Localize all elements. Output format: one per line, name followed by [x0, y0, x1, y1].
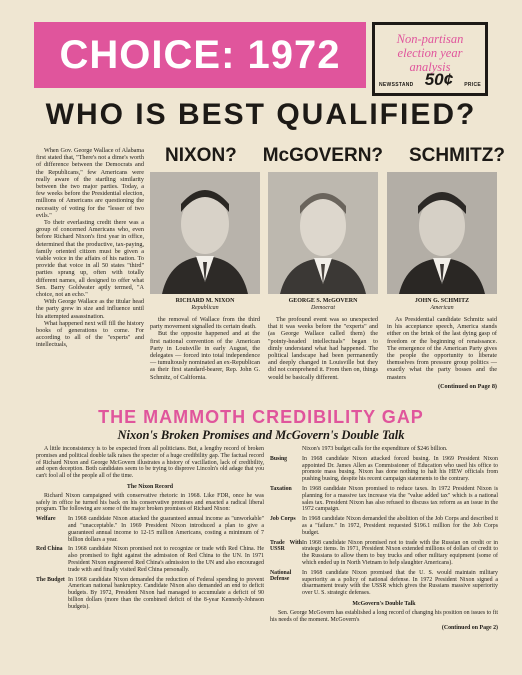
nixon-record-heading: The Nixon Record	[126, 483, 174, 490]
price-label: PRICE	[464, 82, 481, 88]
list-item: Welfare In 1968 candidate Nixon attacked the guaranteed annual income as "unworkable" and "unacceptable." In 1969 President Nixon introduced a plan to give a guaranteed annual income to 12-15 million Americans, costing a minimum of 7 billion dollars a year.	[36, 516, 264, 543]
nixon-record-continued-column: Nixon's 1973 budget calls for the expenditure of $246 billion. Busing In 1968 candidate Nixon attacked forced busing. In 1969 President Nixon appointed Dr. James Allen as Commissioner of Education who used his office to promote mass busing. Nixon has done nothing to halt his HEW officials from pushing busing, despite his recent campaign statements to the contrary. Taxation In 1968 candidate Nixon promised to reduce taxes. In 1972 President Nixon is planning for a massive tax increase via the "value added tax" which is a national sales tax. President Nixon has also refused to discuss tax reform as an issue in the 1972 campaign. Job Corps In 1968 candidate Nixon demanded the abolition of the Job Corps and described it as a "failure." In 1972, President requested $196.1 million for the Job Corps budget. Trade With USSR In 1968 candidate Nixon promised not to trade with the Russian on credit or in strategic items. In 1971, President Nixon extended millions of dollars of credit to the Russians to allow them to buy trucks and other military equipment (some of which ended up in North Vietnam to help slaughter Americans). National Defense In 1968 candidate Nixon promised that the U. S. would maintain military superiority as a policy of national defense. In 1972 President Nixon signed a disarmament treaty with the USSR which gives the Russians massive superiority over U. S. strategic defenses. McGovern's Double Talk Sen. George McGovern has established a long record of changing his position on issues to fit his needs of the moment. McGovern's (Continued on Page 2)	[270, 446, 498, 632]
subhead-mcgovern: McGOVERN?	[262, 145, 384, 166]
schmitz-caption: JOHN G. SCHMITZ American	[414, 298, 470, 311]
mcgovern-portrait-image	[268, 172, 378, 294]
masthead-price-box	[372, 22, 488, 96]
nixon-portrait	[150, 172, 260, 294]
mcgovern-caption: GEORGE S. McGOVERN Democrat	[288, 298, 358, 311]
article-column-4: As Presidential candidate Schmitz said in his acceptance speech, America stands either on the brink of the last dying gasp of freedom or the beginning of renaissance. The emergence of the American Party gives the people the opportunity to liberate themselves from pressure group politics — exactly what the party bosses and the masters (Continued on Page 8)	[387, 316, 497, 390]
list-item: Taxation In 1968 candidate Nixon promised to reduce taxes. In 1972 President Nixon is planning for a massive tax increase via the "value added tax" which is a national sales tax. President Nixon has also refused to discuss tax reform as an issue in the 1972 campaign.	[270, 485, 498, 513]
nixon-portrait-image	[150, 172, 260, 294]
price-row	[379, 72, 481, 88]
subhead-nixon: NIXON?	[165, 145, 237, 166]
list-item: Busing In 1968 candidate Nixon attacked forced busing. In 1969 President Nixon appointed Dr. James Allen as Commissioner of Education who used his office to promote mass busing. Nixon has done nothing to halt his HEW officials from pushing busing, despite his recent campaign statements to the contrary.	[270, 455, 498, 483]
list-item: The Budget In 1968 candidate Nixon demanded the reduction of Federal spending to prevent American national bankruptcy. Candidate Nixon also demanded an end to deficit budgets. By 1972, President Nixon had managed to accumulate a deficit of 90 billion dollars (more than the combined deficit of the 8-year Kennedy-Johnson budgets).	[36, 576, 264, 610]
continued-page-2: (Continued on Page 2)	[441, 625, 498, 632]
article-column-3: The profound event was so unexpected that it was weeks before the "experts" and (as George Wallace called them) the "pointy-headed intellectuals" began to dimly understand what had happened. The political landscape had been permanently and deeply changed in Louisville but they did not comprehend it. From then on, things would be basically different.	[268, 316, 378, 381]
nixon-record-column: A little inconsistency is to be expected from all politicians. But, a lengthy record of broken promises and political double talk raises the specter of a huge credibility gap. The factual record of Richard Nixon and George McGovern illustrates a history of vacillation, lack of credibility, and open deception. Both candidates seem to be trying to disprove Lincoln's old adage that you can't fool all of the people all of the time. The Nixon Record Richard Nixon campaigned with conservative rhetoric in 1968. Like FDR, once he was safely in office he turned his back on his conservative promises and enacted a radical liberal program. The following are some of the major broken promises of Richard Nixon: Welfare In 1968 candidate Nixon attacked the guaranteed annual income as "unworkable" and "unacceptable." In 1969 President Nixon introduced a plan to give a guaranteed annual income to 12-15 million Americans, costing a minimum of 7 billion dollars a year. Red China In 1968 candidate Nixon promised not to recognize or trade with Red China. He also promised to fight against the admission of Red China to the UN. In 1971 President Nixon engineered Red China's admission to the UN and also encouraged trade with and finally visited Red China personally. The Budget In 1968 candidate Nixon demanded the reduction of Federal spending to prevent American national bankruptcy. Candidate Nixon also demanded an end to deficit budgets. By 1972, President Nixon had managed to accumulate a deficit of 90 billion dollars (more than the combined deficit of the 8-year Kennedy-Johnson budgets).	[36, 446, 264, 610]
list-item: Job Corps In 1968 candidate Nixon demanded the abolition of the Job Corps and described it as a "failure." In 1972, President requested $196.1 million for the Job Corps budget.	[270, 516, 498, 536]
schmitz-portrait	[387, 172, 497, 294]
masthead-banner	[34, 22, 366, 88]
mcgovern-doubletalk-heading: McGovern's Double Talk	[352, 600, 416, 607]
credibility-gap-headline: THE MAMMOTH CREDIBILITY GAP	[98, 407, 424, 427]
newsstand-label: NEWSSTAND	[379, 82, 414, 88]
masthead-tagline: Non-partisan election year analysis	[396, 32, 464, 74]
masthead-title: CHOICE: 1972	[59, 32, 341, 77]
article-column-2: the removal of Wallace from the third party movement signalled its certain death. But the opposite happened and at the first national convention of the American Party in Louisville in early August, the delegates — forced into total independence — tumultously nominated an ex-Republican as their first standard-bearer, Rep. John G. Schmitz, of California.	[150, 316, 260, 381]
list-item: Red China In 1968 candidate Nixon promised not to recognize or trade with Red China. He also promised to fight against the admission of Red China to the UN. In 1971 President Nixon engineered Red China's admission to the UN and also encouraged trade with and finally visited Red China personally.	[36, 546, 264, 573]
price-value: 50¢	[424, 70, 454, 89]
credibility-gap-subhead: Nixon's Broken Promises and McGovern's Double Talk	[117, 428, 405, 442]
mcgovern-portrait	[268, 172, 378, 294]
subhead-schmitz: SCHMITZ?	[408, 145, 505, 166]
nixon-caption: RICHARD M. NIXON Republican	[175, 298, 235, 311]
candidate-question-row	[165, 145, 505, 167]
schmitz-portrait-image	[387, 172, 497, 294]
main-headline: WHO IS BEST QUALIFIED?	[45, 98, 477, 131]
left-column-article: When Gov. George Wallace of Alabama first stated that, "There's not a dime's worth of difference between the Democrats and the Republicans," few Americans were really aware of the startling similarity between the two major parties. Today, a few weeks before the Presidential election, millions of Americans are questioning the necessity of voting for the "lesser of two evils." To their everlasting credit there was a group of concerned Americans who, even before Richard Nixon's first year in office, determined that the productive, tax-paying, family oriented citizen must be given a viable voice in the affairs of his nation. To provide that voice in all 50 states "third" parties sprang up, often with totally different names, all designed to offer what Sen. Barry Goldwater aptly termed, "A choice, not an echo." With George Wallace as the titular head the party grew in size and influence until his attempted assassination. What happened next will fill the history books of generations to come. For according to all of the "experts" and intellectuals,	[36, 147, 144, 349]
continued-page-8: (Continued on Page 8)	[438, 382, 497, 390]
list-item: National Defense In 1968 candidate Nixon promised that the U. S. would maintain military superiority as a policy of national defense. In 1972 President Nixon signed a disarmament treaty with the USSR which gives the Russians massive superiority over U. S. strategic defenses.	[270, 569, 498, 597]
list-item: Trade With USSR In 1968 candidate Nixon promised not to trade with the Russian on credit or in strategic items. In 1971, President Nixon extended millions of dollars of credit to the Russians to allow them to buy trucks and other military equipment (some of which ended up in North Vietnam to help slaughter Americans).	[270, 539, 498, 566]
